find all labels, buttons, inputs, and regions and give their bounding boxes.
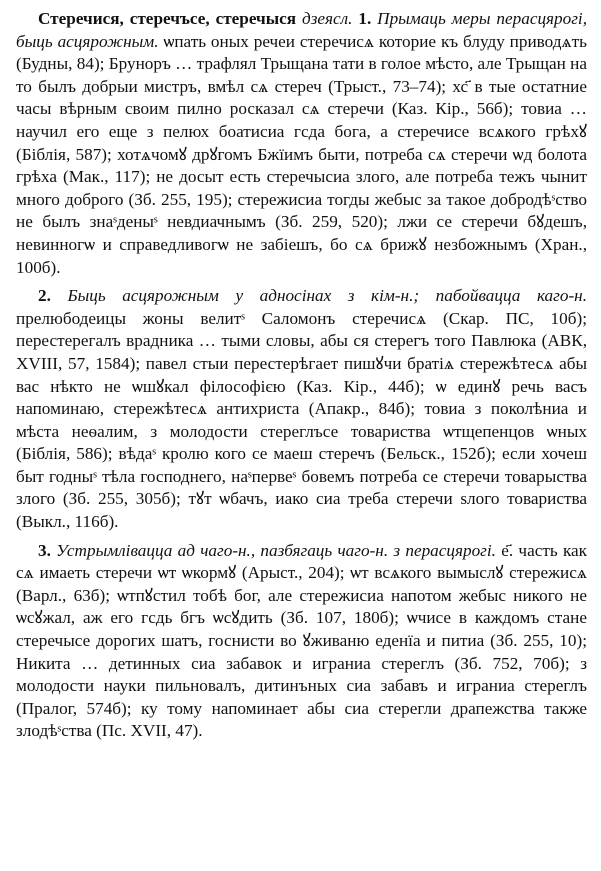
grammar-label: дзеясл. xyxy=(302,9,353,28)
headword: Стеречися, стеречъсе, стеречыся xyxy=(38,9,297,28)
sense-definition: Прымаць меры перасцярогі, быць асцярожным. xyxy=(16,9,588,51)
sense-number: 1. xyxy=(358,9,372,28)
sense-citations: е҃. часть как сѧ имаеть стеречи ѡт ѡкормꙋ (Арыст., 204); ѡт всѧкого вымыслꙋ стережисѧ (Варл., 63б); ѡтпꙋстил тобѣ бог, але стережисиа напотом жебыс никого не ѡсꙋжал, аж его гсдь бгъ ѡсꙋдить (Зб. 107, 180б); ѡчисе в каждомъ стане стеречысе дорогих шатъ, госнисти во ꙋживаню еденїа и питиа (Зб. 255, 10); Никита … детинных сиа забавок и играниа стереглъ (Зб. 752, 70б); з молодости науки пильновалъ, дитинъных сиа забавъ и играниа стереглъ (Пралог, 574б); ку тому напоминает абы сиа стерегли драпежства также злодѣˢства (Пс. XVII, 47). xyxy=(16,540,588,741)
sense-citations: прелюбодеицы жоны велитˢ Саломонъ стеречисѧ (Скар. ПС, 10б); перестерегалъ врадника … тыми словы, абы ся стерегъ того Павлюка (АВК, XVIII, 57, 1584); павел стыи перестерѣгает пишꙋчи братіѧ стережѣтесѧ абы вас нѣкто не ѡшꙋкал філософією (Каз. Кір., 44б); ѡ единꙋ речь васъ напоминаю, стережѣтесѧ антихриста (Апакр., 84б); товиа з поколѣниа и мѣста неѳалим, з молодости стереглъсе товариства ѡтщепенцов ѡных (Біблія, 586); вѣдаˢ кролю кого се маеш стеречъ (Бельск., 152б); если хочеш быт годныˢ тѣла господнего, наˢпервеˢ бовемъ потреба се стеречи товарыства злого (Зб. 255, 305б); тꙋт ѡбачъ, иако сиа треба стеречи ѕлого товариства (Выкл., 116б). xyxy=(16,308,587,532)
entry-sense-3 xyxy=(16,540,587,743)
sense-citations: ѡпать оных речеи стеречисѧ которие къ блуду приводѧть (Будны, 84); Бруноръ … трафлял Трыщана тати в голое мѣсто, але Трыщан на то былъ добрыи мистръ, вмѣл сѧ стереч (Трыст., 73–74); хс҃ в тые остатние часы вѣрным своим пилно росказал сѧ стеречи (Каз. Кір., 56б); товиа … научил его еще з пелюх боатисиа гсда бога, а стеречисе всѧкого грѣхꙋ (Біблія, 587); хотѧчомꙋ дрꙋгомъ Бжїимъ быти, потреба сѧ стеречи ѡд болота грѣха (Мак., 117); не досыт есть стеречысиа злого, але потреба тежъ чынит много доброго (Зб. 255, 195); стережисиа тогды жебыс за такое добродѣˢство не былъ знаˢденыˢ невдиачнымъ (Зб. 259, 520); лжи се стеречи бꙋдешъ, невинногѡ и справедливогѡ не забіешъ, бо сѧ брижꙋ незбожнымъ (Хран., 100б). xyxy=(16,31,587,277)
entry-sense-2 xyxy=(16,285,587,534)
entry-sense-1 xyxy=(16,8,587,279)
sense-definition: Устрымлівацца ад чаго-н., пазбягаць чаго-н. з перасцярогі. xyxy=(56,540,496,560)
sense-number: 3. xyxy=(38,540,51,560)
sense-definition: Быць асцярожным у адносінах з кім-н.; пабойвацца каго-н. xyxy=(67,286,587,306)
sense-number: 2. xyxy=(38,286,51,306)
